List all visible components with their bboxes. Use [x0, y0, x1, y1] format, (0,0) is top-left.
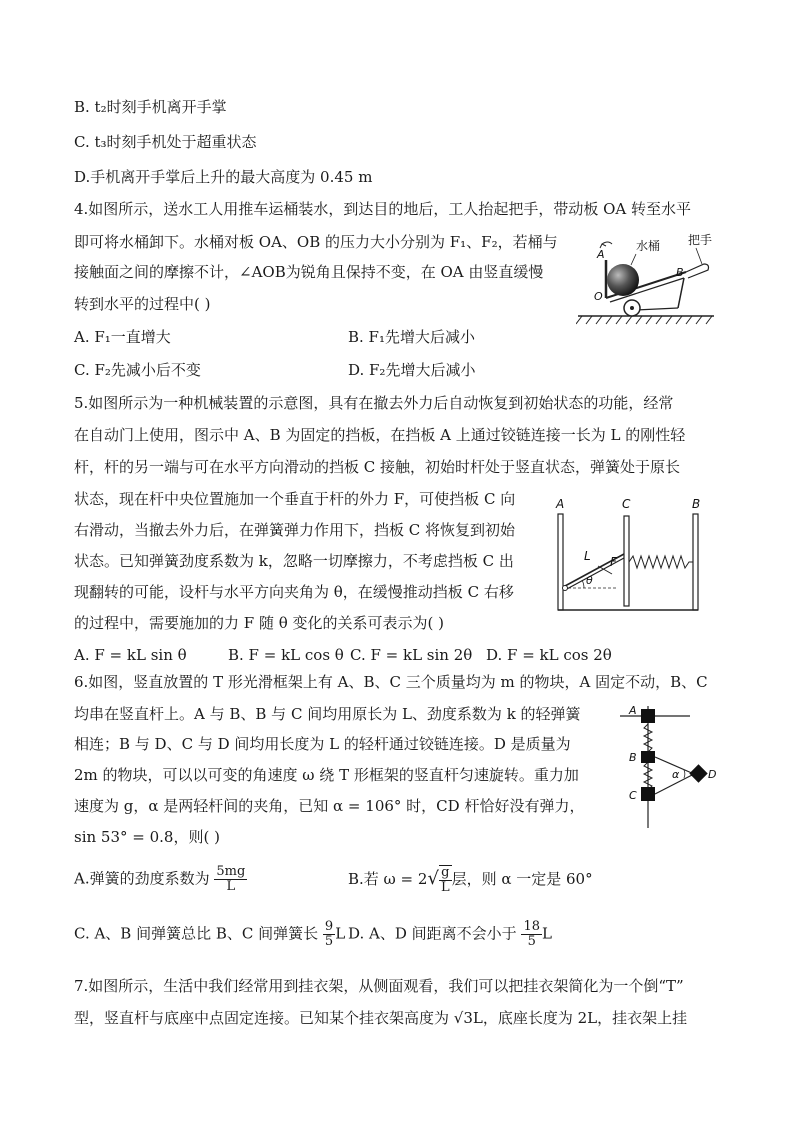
q5-stem-line-2: 在自动门上使用，图示中 A、B 为固定的挡板，在挡板 A 上通过铰链连接一长为 L 的刚性轻 [74, 426, 686, 444]
q5-stem-line-1: 5.如图所示为一种机械装置的示意图，具有在撤去外力后自动恢复到初始状态的功能，经常 [74, 394, 674, 412]
fraction-denominator: 5 [324, 934, 334, 949]
q6-stem-line-3: 相连；B 与 D、C 与 D 间均用长度为 L 的轻杆通过铰链连接。D 是质量为 [74, 735, 571, 753]
q5-stem-line-4: 状态，现在杆中央位置施加一个垂直于杆的外力 F，可使挡板 C 向 [74, 490, 516, 508]
fraction-numerator: g [439, 866, 452, 881]
fraction-denominator: L [226, 879, 236, 894]
q4-point-o-label: O [594, 290, 603, 303]
q6-option-c-text: C. A、B 间弹簧总比 B、C 间弹簧长 [74, 924, 319, 943]
q5-plate-b-label: B [692, 497, 701, 511]
q5-option-c: C. F = kL sin 2θ [350, 646, 473, 664]
q4-option-d: D. F₂先增大后减小 [348, 361, 476, 379]
q6-option-b-fraction [439, 865, 452, 895]
q5-plate-c-label: C [622, 497, 631, 511]
sqrt-sign: √ [427, 868, 439, 889]
q6-option-c-tail: L [335, 924, 346, 943]
q5-stem-line-3: 杆，杆的另一端与可在水平方向滑动的挡板 C 接触，初始时杆处于竖直状态，弹簧处于原长 [74, 458, 681, 476]
q6-block-b-label: B [629, 751, 637, 764]
q4-option-c: C. F₂先减小后不变 [74, 361, 201, 379]
q6-option-d-text: D. A、D 间距离不会小于 [348, 924, 517, 943]
fraction-denominator: L [440, 880, 450, 895]
q4-point-b-label: B [676, 266, 684, 279]
q5-force-f-label: F [610, 555, 617, 569]
q6-option-a [74, 865, 247, 894]
q6-stem-line-2: 均串在竖直杆上。A 与 B、B 与 C 间均用原长为 L、劲度系数为 k 的轻弹簧 [74, 705, 581, 723]
q6-t-frame-figure [612, 700, 722, 830]
q6-option-b-text: B.若 ω = 2 [348, 870, 428, 888]
q5-option-d: D. F = kL cos 2θ [486, 646, 612, 664]
q4-bucket-label: 水桶 [636, 239, 661, 253]
q5-plate-a-label: A [556, 497, 565, 511]
q6-stem-line-1: 6.如图，竖直放置的 T 形光滑框架上有 A、B、C 三个质量均为 m 的物块，A 固定不动，B、C [74, 673, 708, 691]
q6-stem-line-5: 速度为 g，α 是两轻杆间的夹角，已知 α = 106° 时，CD 杆恰好没有弹力， [74, 797, 585, 815]
q5-stem-line-6: 状态。已知弹簧劲度系数为 k，忽略一切摩擦力，不考虑挡板 C 出 [74, 552, 514, 570]
q4-stem-line-4: 转到水平的过程中( ) [74, 295, 211, 313]
q4-option-b: B. F₁先增大后减小 [348, 328, 475, 346]
q5-theta-label: θ [586, 574, 593, 587]
q3-option-b: B. t₂时刻手机离开手掌 [74, 98, 227, 116]
q3-option-d: D.手机离开手掌后上升的最大高度为 0.45 m [74, 168, 373, 186]
q5-mechanism-figure [548, 494, 718, 616]
q5-stem-line-8: 的过程中，需要施加的力 F 随 θ 变化的关系可表示为( ) [74, 614, 444, 632]
q3-option-c: C. t₃时刻手机处于超重状态 [74, 133, 257, 151]
q5-stem-line-7: 现翻转的可能，设杆与水平方向夹角为 θ，在缓慢推动挡板 C 右移 [74, 583, 514, 601]
fraction-numerator: 5mg [216, 864, 246, 879]
q6-option-a-text: A.弹簧的劲度系数为 [74, 869, 210, 888]
q6-option-a-fraction [214, 865, 247, 894]
q4-point-a-label: A [597, 248, 605, 261]
q6-stem-line-6: sin 53° = 0.8，则( ) [74, 828, 220, 846]
q6-block-c-label: C [629, 789, 637, 802]
q4-stem-line-3: 接触面之间的摩擦不计，∠AOB为锐角且保持不变，在 OA 由竖直缓慢 [74, 263, 544, 281]
q4-option-a: A. F₁一直增大 [74, 328, 171, 346]
q4-cart-figure [576, 230, 716, 330]
q4-stem-line-2: 即可将水桶卸下。水桶对板 OA、OB 的压力大小分别为 F₁、F₂，若桶与 [74, 233, 558, 251]
q6-stem-line-4: 2m 的物块，可以以可变的角速度 ω 绕 T 形框架的竖直杆匀速旋转。重力加 [74, 766, 579, 784]
q7-stem-line-2: 型，竖直杆与底座中点固定连接。已知某个挂衣架高度为 √3L，底座长度为 2L，挂衣架上挂 [74, 1009, 688, 1027]
q6-alpha-label: α [672, 768, 680, 781]
q7-stem-line-1: 7.如图所示，生活中我们经常用到挂衣架，从侧面观看，我们可以把挂衣架简化为一个倒“T” [74, 977, 684, 995]
q6-option-d-tail: L [541, 924, 552, 943]
q6-option-d [348, 920, 552, 949]
fraction-numerator: 9 [324, 919, 334, 934]
q6-block-d-label: D [708, 768, 717, 781]
q4-handle-label: 把手 [688, 233, 713, 247]
q4-stem-line-1: 4.如图所示，送水工人用推车运桶装水，到达目的地后，工人抬起把手，带动板 OA 转至水平 [74, 200, 691, 218]
fraction-numerator: 18 [523, 919, 540, 934]
q6-option-c-fraction [323, 920, 335, 949]
q5-option-a: A. F = kL sin θ [74, 646, 187, 664]
q5-stem-line-5: 右滑动，当撤去外力后，在弹簧弹力作用下，挡板 C 将恢复到初始 [74, 521, 516, 539]
q6-option-c [74, 920, 345, 949]
q5-option-b: B. F = kL cos θ [228, 646, 344, 664]
q6-option-b [348, 865, 593, 895]
fraction-denominator: 5 [527, 934, 536, 949]
q6-block-a-label: A [629, 704, 637, 717]
q6-option-b-tail: 层，则 α 一定是 60° [451, 870, 593, 888]
q6-option-d-fraction [521, 920, 542, 949]
q5-rod-l-label: L [584, 549, 591, 563]
